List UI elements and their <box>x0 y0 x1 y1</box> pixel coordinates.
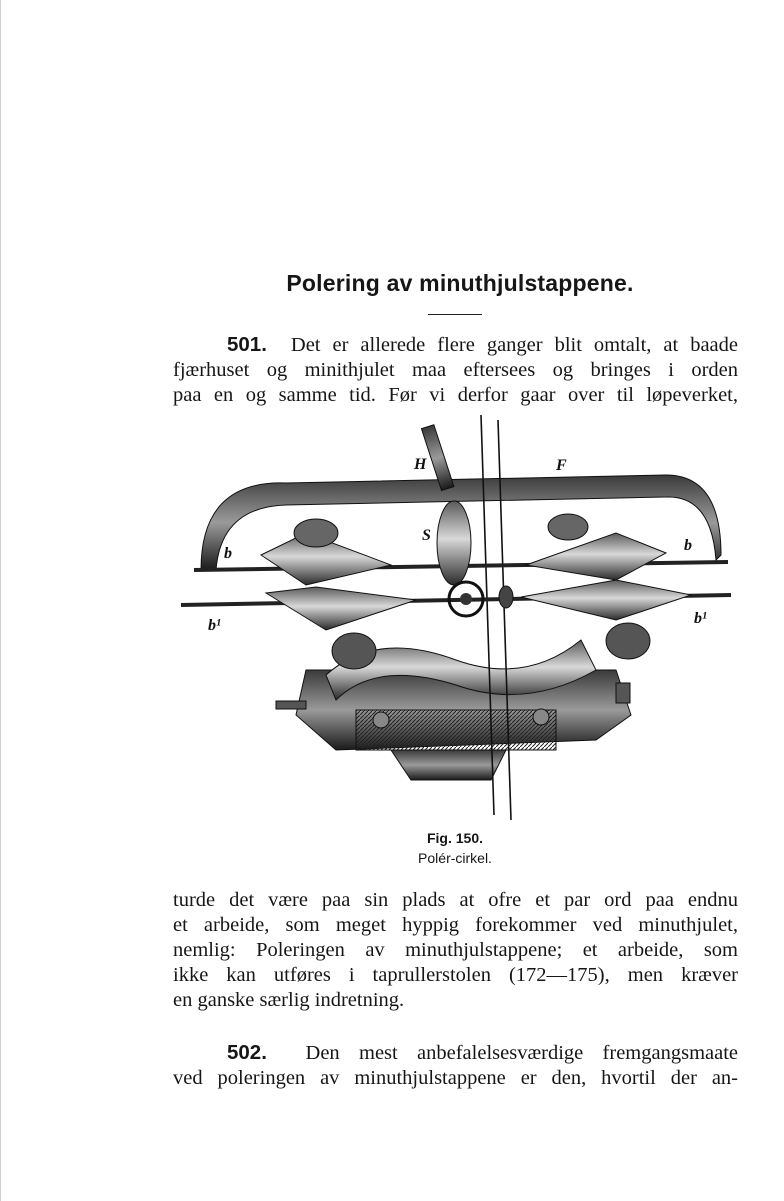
label-H: H <box>414 456 427 473</box>
paragraph-line <box>173 332 738 358</box>
paragraph-502 <box>173 1040 738 1091</box>
line-text: Det er allerede flere ganger blit omtalt, at baade <box>290 334 738 356</box>
label-b-right: b <box>684 537 692 554</box>
figure-caption-number: Fig. 150. <box>426 830 484 846</box>
paragraph-line: ved poleringen av minuthjulstappene er den, hvortil der an- <box>173 1067 738 1089</box>
paragraph-line: nemlig: Poleringen av minuthjulstappene; et arbeide, som <box>173 939 738 961</box>
paragraph-line: turde det være paa sin plads at ofre et par ord paa endnu <box>173 889 738 911</box>
page-binding-edge <box>0 0 9 1201</box>
line-text: Den mest anbefalelsesværdige fremgangsmaate <box>305 1042 739 1064</box>
right-lower-cone <box>521 580 691 620</box>
paragraph-line: fjærhuset og minithjulet maa eftersees og bringes i orden <box>173 359 738 381</box>
paragraph-line <box>173 1040 738 1066</box>
paragraph-line: ikke kan utføres i taprullerstolen (172—175), men kræver <box>173 964 738 986</box>
left-lower-cone <box>266 587 416 630</box>
label-b1-left: b¹ <box>208 617 221 634</box>
paragraph-line: en ganske særlig indretning. <box>173 989 405 1011</box>
paragraph-number: 501. <box>227 333 267 356</box>
label-b-left: b <box>224 545 232 562</box>
base-block <box>276 670 631 780</box>
paragraph-line: paa en og samme tid. Før vi derfor gaar over til løpeverket, <box>173 384 738 406</box>
right-upper-cone <box>526 533 666 580</box>
section-heading: Polering av minuthjulstappene. <box>286 270 634 296</box>
label-F: F <box>556 457 567 474</box>
polishing-circle-illustration <box>176 415 746 830</box>
paragraph-number: 502. <box>227 1041 267 1064</box>
label-S: S <box>422 527 431 544</box>
paragraph-501 <box>173 332 738 408</box>
paragraph-line: et arbeide, som meget hyppig forekommer ved minuthjulet, <box>173 914 738 936</box>
heading-rule <box>428 314 482 315</box>
label-b1-right: b¹ <box>694 610 707 627</box>
paragraph-continuation <box>173 888 738 1013</box>
polishing-disc <box>437 501 471 585</box>
figure-caption-title: Polér-cirkel. <box>418 850 492 866</box>
figure-polishing-circle <box>176 415 746 830</box>
